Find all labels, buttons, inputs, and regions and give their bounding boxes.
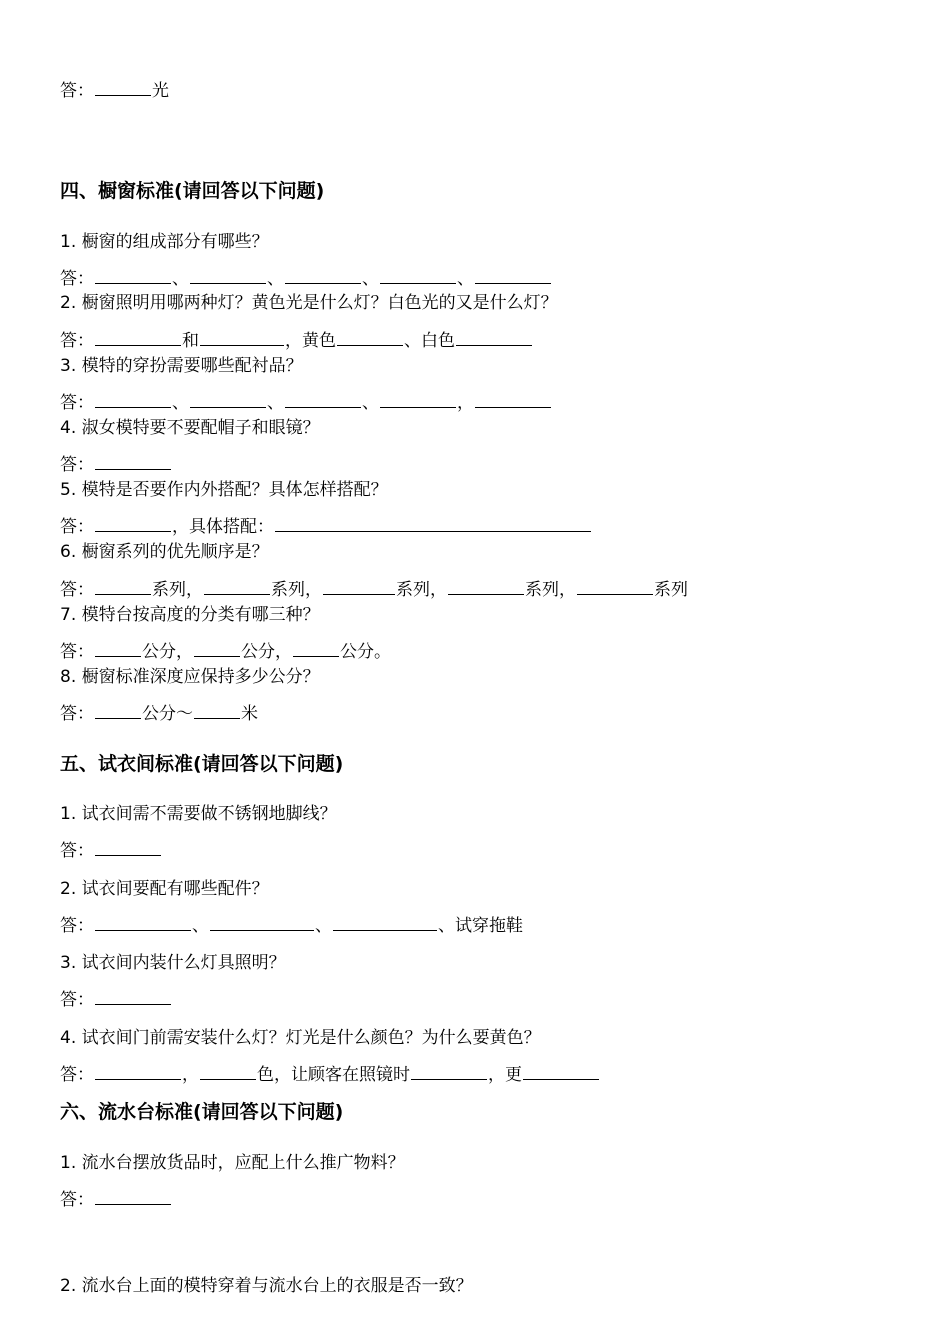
- blank[interactable]: [95, 454, 171, 470]
- blank[interactable]: [190, 392, 266, 408]
- s4-answer-6: 答： 系列， 系列， 系列， 系列， 系列: [60, 580, 688, 600]
- s4-answer-1: 答： 、 、 、 、: [60, 264, 552, 289]
- blank[interactable]: [475, 392, 551, 408]
- s5-question-1: 1. 试衣间需不需要做不锈钢地脚线？: [60, 804, 337, 824]
- blank[interactable]: [95, 268, 171, 284]
- s5-question-3: 3. 试衣间内装什么灯具照明？: [60, 953, 286, 973]
- s4-answer-7: 答： 公分， 公分， 公分。: [60, 642, 391, 662]
- blank[interactable]: [95, 840, 161, 856]
- blank[interactable]: [411, 1064, 487, 1080]
- blank[interactable]: [95, 989, 171, 1005]
- s4-answer-3: 答： 、 、 、 ，: [60, 388, 552, 413]
- blank[interactable]: [380, 268, 456, 284]
- s5-question-2: 2. 试衣间要配有哪些配件？: [60, 879, 269, 899]
- blank[interactable]: [200, 1064, 256, 1080]
- blank[interactable]: [95, 915, 191, 931]
- blank[interactable]: [285, 268, 361, 284]
- s5-answer-2: 答： 、 、 、试穿拖鞋: [60, 916, 523, 936]
- blank[interactable]: [95, 80, 151, 96]
- blank[interactable]: [210, 915, 314, 931]
- blank[interactable]: [95, 579, 151, 595]
- blank[interactable]: [448, 579, 524, 595]
- s6-question-2: 2. 流水台上面的模特穿着与流水台上的衣服是否一致？: [60, 1276, 473, 1296]
- blank[interactable]: [95, 392, 171, 408]
- s6-question-1: 1. 流水台摆放货品时，应配上什么推广物料？: [60, 1153, 405, 1173]
- s6-answer-1: 答：: [60, 1185, 172, 1210]
- s5-answer-4: 答： ， 色，让顾客在照镜时 ，更: [60, 1060, 600, 1085]
- blank[interactable]: [293, 641, 339, 657]
- s4-answer-8: 答： 公分～ 米: [60, 704, 258, 724]
- blank[interactable]: [275, 516, 591, 532]
- s5-answer-1: 答：: [60, 836, 162, 861]
- blank[interactable]: [200, 330, 284, 346]
- s4-answer-2: 答： 和 ，黄色 、白色: [60, 326, 533, 351]
- blank[interactable]: [194, 703, 240, 719]
- blank[interactable]: [95, 516, 171, 532]
- s4-question-2: 2. 橱窗照明用哪两种灯？黄色光是什么灯？白色光的又是什么灯？: [60, 293, 558, 313]
- s4-question-5: 5. 模特是否要作内外搭配？具体怎样搭配？: [60, 480, 388, 500]
- s5-question-4: 4. 试衣间门前需安装什么灯？灯光是什么颜色？为什么要黄色？: [60, 1028, 541, 1048]
- blank[interactable]: [577, 579, 653, 595]
- s4-answer-4: 答：: [60, 450, 172, 475]
- blank[interactable]: [95, 330, 181, 346]
- s4-question-8: 8. 橱窗标准深度应保持多少公分？: [60, 667, 320, 687]
- s4-answer-5: 答： ，具体搭配：: [60, 512, 592, 537]
- s4-question-4: 4. 淑女模特要不要配帽子和眼镜？: [60, 418, 320, 438]
- section4-title: 四、橱窗标准(请回答以下问题): [60, 180, 325, 202]
- blank[interactable]: [456, 330, 532, 346]
- blank[interactable]: [95, 703, 141, 719]
- blank[interactable]: [95, 641, 141, 657]
- blank[interactable]: [380, 392, 456, 408]
- answer-top: 答： 光: [60, 81, 169, 101]
- section6-title: 六、流水台标准(请回答以下问题): [60, 1101, 344, 1123]
- blank[interactable]: [95, 1064, 181, 1080]
- section5-title: 五、试衣间标准(请回答以下问题): [60, 753, 344, 775]
- s4-question-3: 3. 模特的穿扮需要哪些配衬品？: [60, 356, 303, 376]
- blank[interactable]: [323, 579, 395, 595]
- s5-answer-3: 答：: [60, 985, 172, 1010]
- s4-question-6: 6. 橱窗系列的优先顺序是？: [60, 542, 269, 562]
- blank[interactable]: [190, 268, 266, 284]
- blank[interactable]: [194, 641, 240, 657]
- blank[interactable]: [337, 330, 403, 346]
- blank[interactable]: [475, 268, 551, 284]
- blank[interactable]: [204, 579, 270, 595]
- blank[interactable]: [95, 1189, 171, 1205]
- blank[interactable]: [523, 1064, 599, 1080]
- s4-question-7: 7. 模特台按高度的分类有哪三种？: [60, 605, 320, 625]
- blank[interactable]: [333, 915, 437, 931]
- blank[interactable]: [285, 392, 361, 408]
- s4-question-1: 1. 橱窗的组成部分有哪些？: [60, 232, 269, 252]
